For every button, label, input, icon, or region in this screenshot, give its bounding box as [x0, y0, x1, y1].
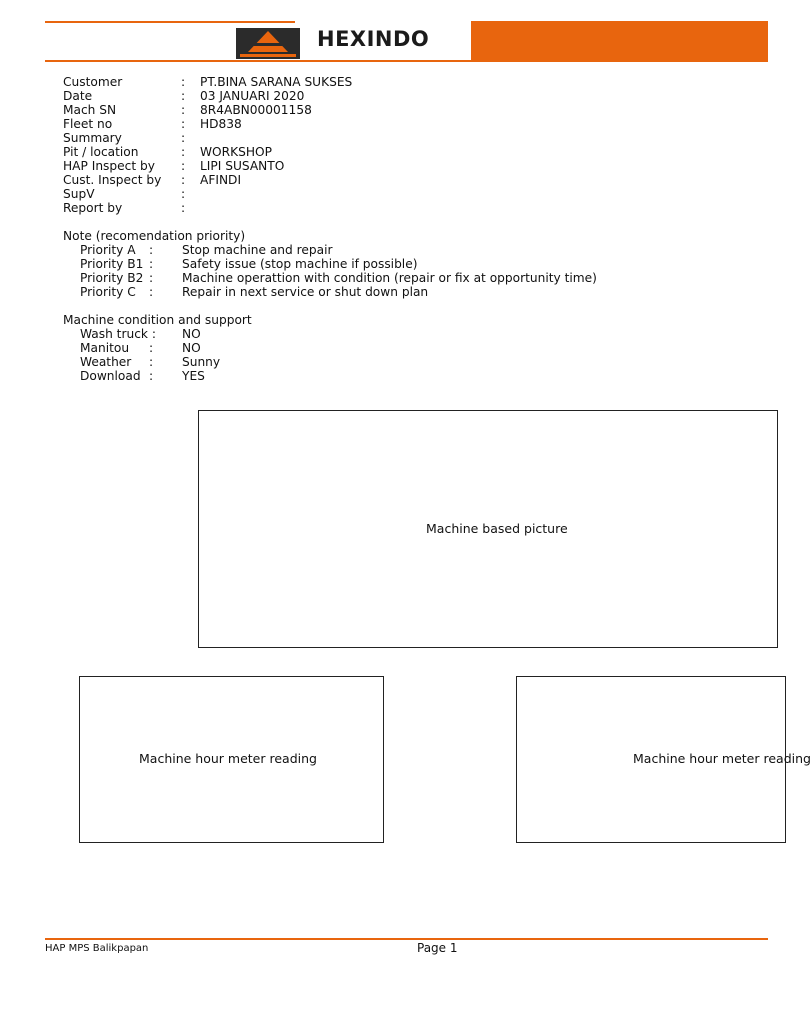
support-colon: :	[149, 341, 154, 355]
machine-picture-label: Machine based picture	[426, 521, 568, 536]
priority-value: Safety issue (stop machine if possible)	[182, 257, 418, 271]
info-value: PT.BINA SARANA SUKSES	[200, 75, 353, 89]
priority-label: Priority B1	[80, 257, 144, 271]
support-value: Sunny	[182, 355, 221, 369]
info-label: Pit / location	[63, 145, 139, 159]
info-label: HAP Inspect by	[63, 159, 155, 173]
support-value: YES	[182, 369, 205, 383]
info-value: WORKSHOP	[200, 145, 272, 159]
info-colon: :	[181, 75, 186, 89]
priority-colon: :	[149, 257, 154, 271]
info-colon: :	[181, 187, 186, 201]
page-number: Page 1	[417, 941, 458, 955]
header-orange-band	[471, 21, 768, 62]
support-label: Manitou	[80, 341, 130, 355]
brand-name: HEXINDO	[317, 27, 430, 51]
support-label: Wash truck :	[80, 327, 156, 341]
info-value: 03 JANUARI 2020	[200, 89, 305, 103]
priority-colon: :	[149, 271, 154, 285]
priority-colon: :	[149, 243, 154, 257]
priority-value: Machine operattion with condition (repair or fix at opportunity time)	[182, 271, 597, 285]
info-colon: :	[181, 103, 186, 117]
info-colon: :	[181, 173, 186, 187]
info-value: AFINDI	[200, 173, 242, 187]
info-label: Customer	[63, 75, 123, 89]
info-label: Summary	[63, 131, 122, 145]
support-label: Weather	[80, 355, 132, 369]
priority-label: Priority B2	[80, 271, 144, 285]
info-colon: :	[181, 159, 186, 173]
info-colon: :	[181, 117, 186, 131]
footer-line	[45, 938, 768, 940]
info-colon: :	[181, 201, 186, 215]
info-value: 8R4ABN00001158	[200, 103, 312, 117]
support-value: NO	[182, 341, 201, 355]
priority-value: Stop machine and repair	[182, 243, 333, 257]
support-colon: :	[149, 355, 154, 369]
info-label: SupV	[63, 187, 95, 201]
priority-label: Priority C	[80, 285, 136, 299]
info-colon: :	[181, 145, 186, 159]
priority-heading: Note (recomendation priority)	[63, 229, 246, 243]
support-heading: Machine condition and support	[63, 313, 252, 327]
info-label: Mach SN	[63, 103, 117, 117]
info-label: Date	[63, 89, 93, 103]
info-colon: :	[181, 89, 186, 103]
info-value: HD838	[200, 117, 242, 131]
header-top-line	[45, 21, 295, 23]
support-label: Download	[80, 369, 141, 383]
info-value: LIPI SUSANTO	[200, 159, 285, 173]
info-label: Report by	[63, 201, 123, 215]
priority-value: Repair in next service or shut down plan	[182, 285, 429, 299]
header-bottom-line	[45, 60, 768, 62]
info-label: Fleet no	[63, 117, 113, 131]
info-colon: :	[181, 131, 186, 145]
priority-label: Priority A	[80, 243, 136, 257]
priority-colon: :	[149, 285, 154, 299]
support-colon: :	[149, 369, 154, 383]
support-value: NO	[182, 327, 201, 341]
footer-office: HAP MPS Balikpapan	[45, 943, 149, 954]
hour-meter-label-right: Machine hour meter reading	[633, 751, 811, 766]
info-label: Cust. Inspect by	[63, 173, 162, 187]
hexindo-logo-icon	[236, 28, 300, 59]
hour-meter-label-left: Machine hour meter reading	[139, 751, 317, 766]
